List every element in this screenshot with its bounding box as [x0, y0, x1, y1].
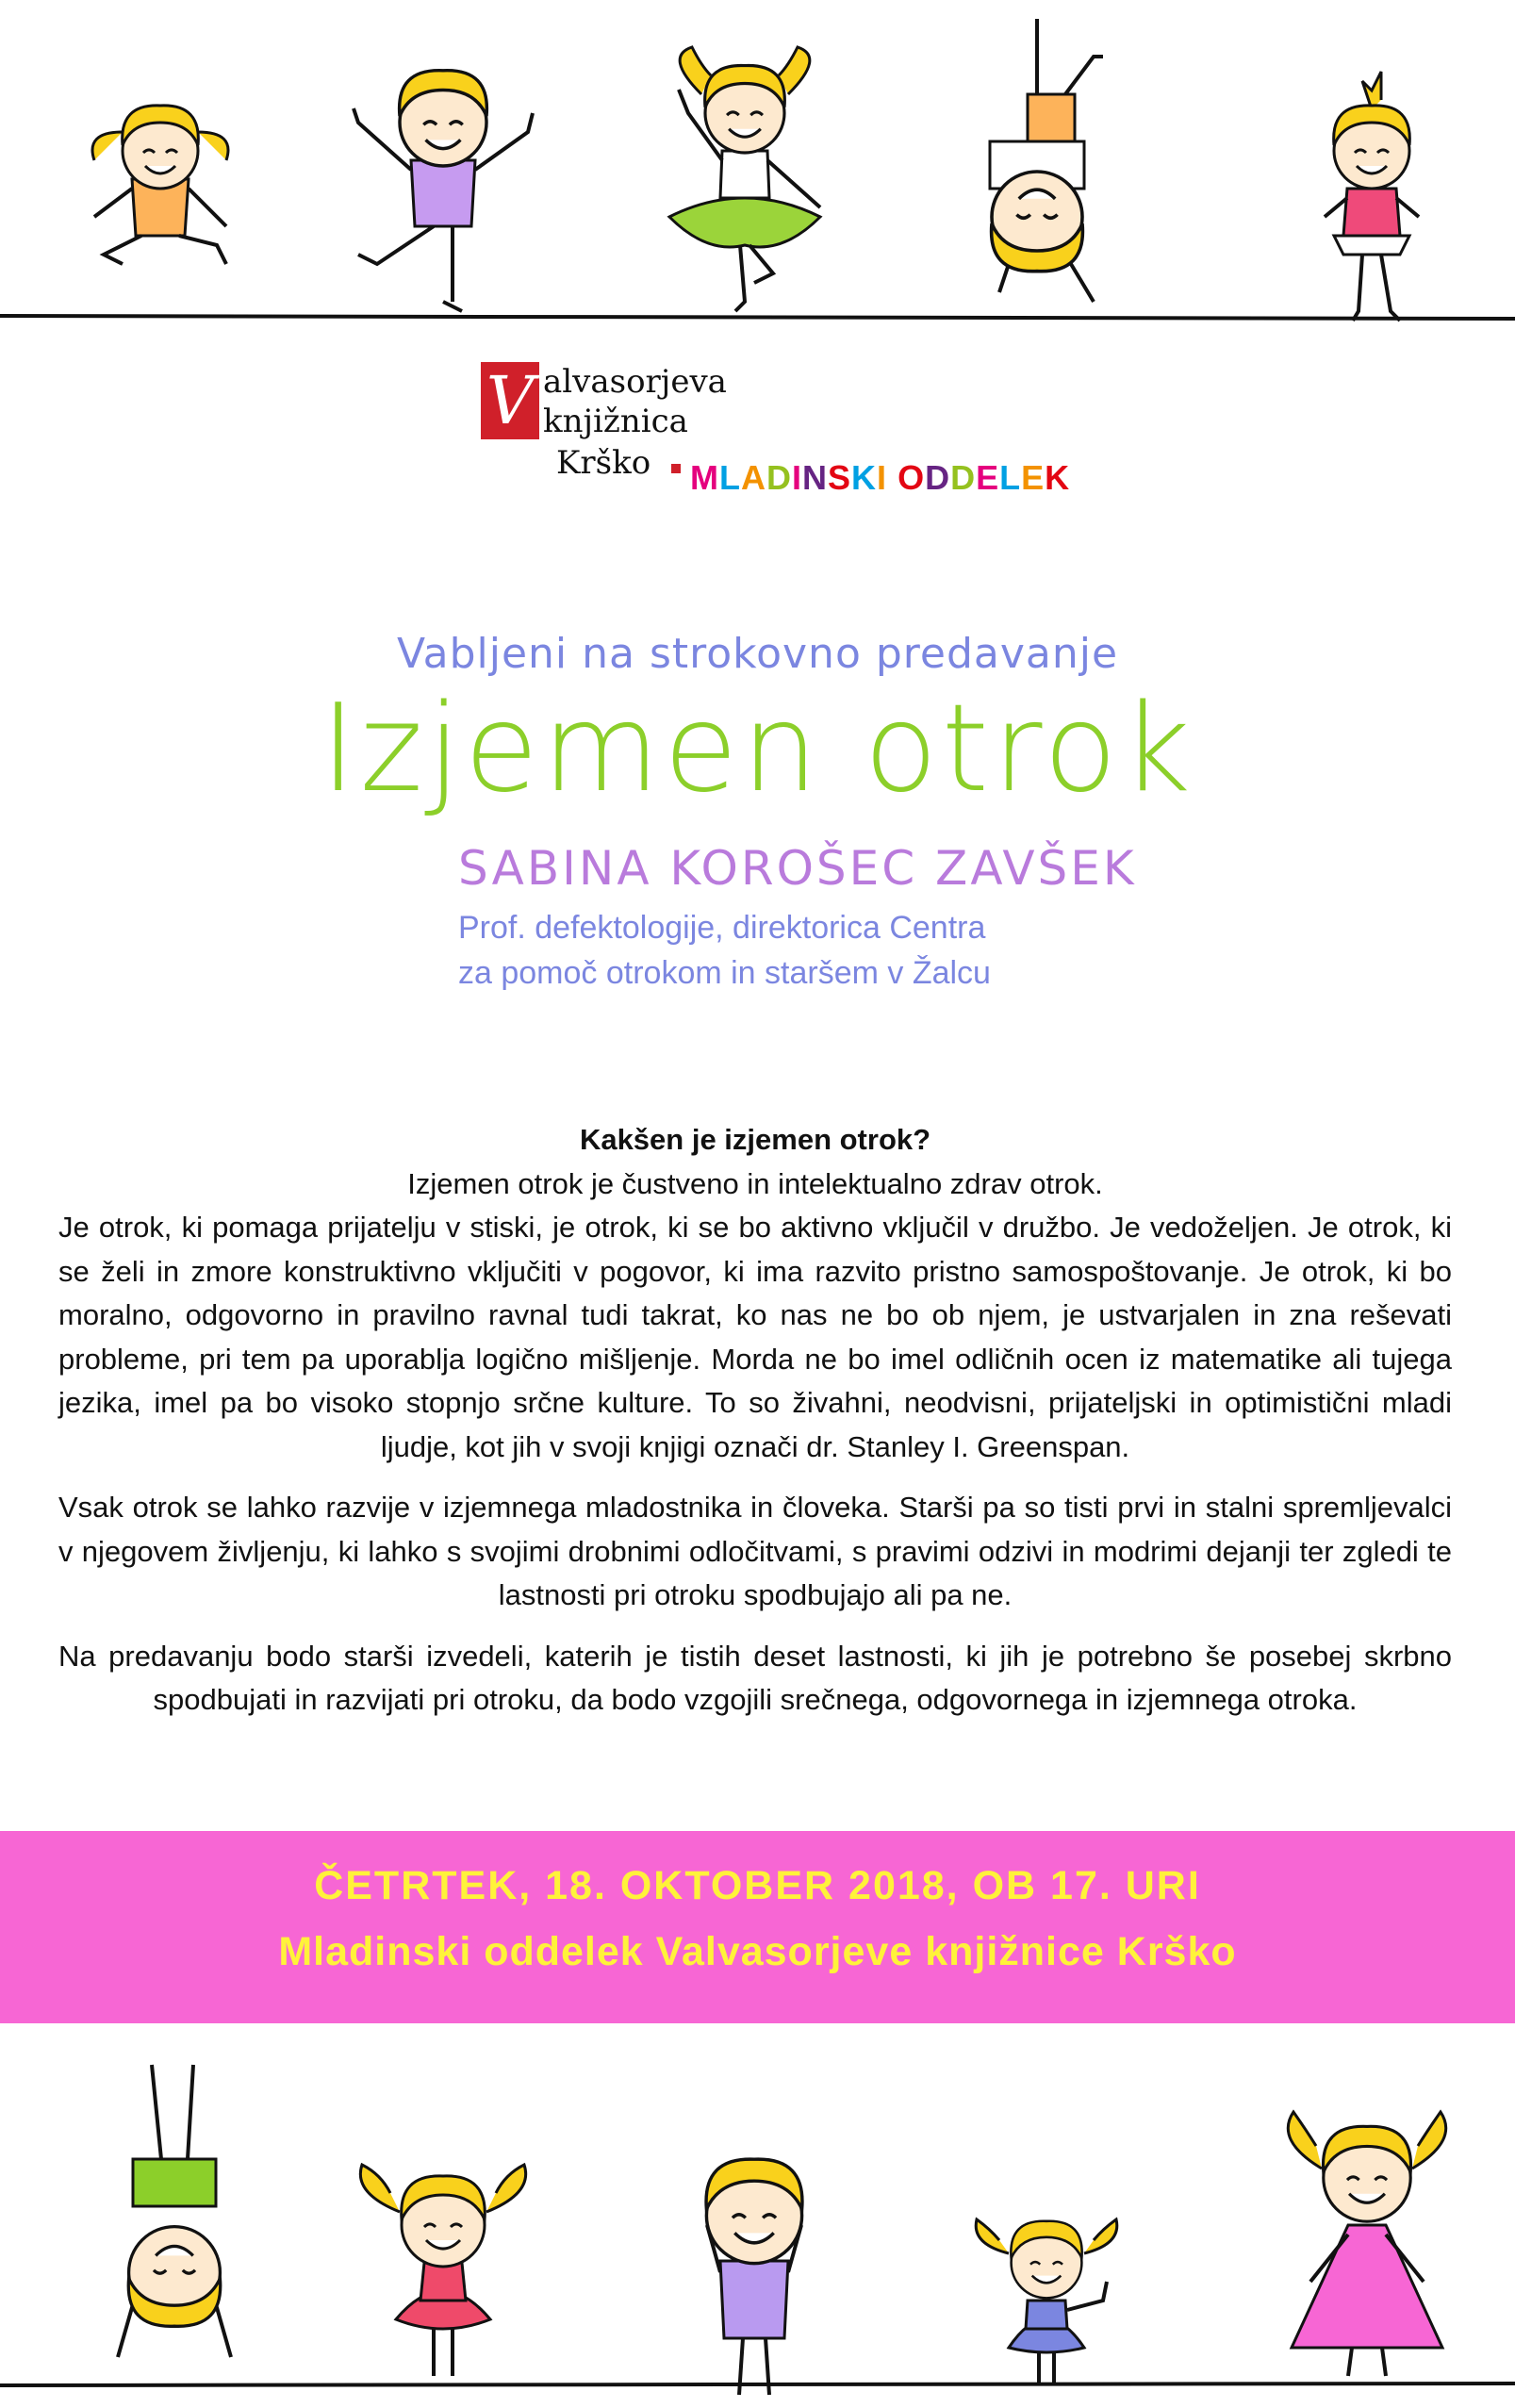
- speaker-role: [458, 905, 991, 996]
- description-paragraph-1: Je otrok, ki pomaga prijatelju v stiski, je otrok, ki se bo aktivno vključil v družbo. Je vedoželjen. Je otrok, ki se želi in zmore konstruktivno vključiti v pogovor, ki ima razvito pristno samospoštovanje. Je otrok, ki bo moralno, odgovorno in pravilno ravnal tudi takrat, ko nas ne bo ob njem, je ustvarjalen in zna reševati probleme, pri tem pa uporablja logično mišljenje. Morda ne bo imel odličnih ocen iz matematike ali tujega jezika, imel pa bo visoko stopnjo srčne kulture. To so živahni, neodvisni, prijateljski in optimistični mladi ljudje, kot jih v svoji knjigi označi dr. Stanley I. Greenspan.: [58, 1211, 1452, 1463]
- department-letter: K: [851, 458, 878, 497]
- logo-line-2: knjižnica: [543, 403, 688, 440]
- kid-ballerina-green-icon: [669, 47, 820, 311]
- department-letter: O: [897, 458, 926, 497]
- department-letter: A: [741, 458, 766, 497]
- department-letter: E: [1021, 458, 1046, 497]
- department-letter: I: [792, 458, 803, 497]
- event-place: Mladinski oddelek Valvasorjeve knjižnice Krško: [278, 1929, 1237, 1974]
- description-paragraph-3: Na predavanju bodo starši izvedeli, katerih je tistih deset lastnosti, ki jih je potrebno še posebej skrbno spodbujati in razvijati pri otroku, da bodo vzgojili srečnega, odgovornega in izjemnega otroka.: [58, 1639, 1452, 1716]
- department-letter: D: [950, 458, 977, 497]
- kid-dress-pink-icon: [1288, 2112, 1445, 2376]
- description-paragraph-2: Vsak otrok se lahko razvije v izjemnega mladostnika in človeka. Starši pa so tisti prvi in stalni spremljevalci v njegovem življenju, ki lahko s svojimi drobnimi odločitvami, s pravimi odzivi in modrimi dejanji ter zgledi te lastnosti pri otroku spodbujajo ali pa ne.: [58, 1491, 1452, 1611]
- department-letter: M: [690, 458, 719, 497]
- kid-jumping-orange-icon: [92, 106, 228, 264]
- kid-standing-pink-icon: [1325, 72, 1419, 321]
- event-banner: [0, 1831, 1515, 2023]
- speaker-role-line-1: Prof. defektologije, direktorica Centra: [458, 910, 986, 946]
- kid-handstand-orange-icon: [990, 19, 1103, 302]
- logo-line-3: Krško: [556, 444, 651, 482]
- description: [58, 1118, 1452, 1723]
- department-letter: N: [802, 458, 829, 497]
- kid-dancing-purple-icon: [354, 71, 533, 311]
- logo-line-1: alvasorjeva: [543, 363, 727, 401]
- invite-text: Vabljeni na strokovno predavanje: [396, 630, 1119, 678]
- event-title: Izjemen otrok: [320, 679, 1195, 819]
- department-letter: K: [1045, 458, 1071, 497]
- department-letter: L: [999, 458, 1022, 497]
- department-letter: D: [766, 458, 792, 497]
- kid-curtsy-red-icon: [360, 2165, 525, 2376]
- speaker-role-line-2: za pomoč otrokom in staršem v Žalcu: [458, 955, 991, 991]
- department-letter: E: [976, 458, 1000, 497]
- description-intro: Izjemen otrok je čustveno in intelektualno zdrav otrok.: [407, 1166, 1103, 1200]
- kid-smiling-purple-icon: [706, 2159, 802, 2395]
- department-letter: D: [925, 458, 951, 497]
- logo-separator: [671, 464, 681, 473]
- bottom-illustration: [0, 2027, 1515, 2408]
- library-logo: [481, 358, 1071, 519]
- department-letter: [887, 458, 897, 497]
- kid-handstand-green-icon: [118, 2065, 231, 2357]
- speaker-name: SABINA KOROŠEC ZAVŠEK: [458, 841, 1137, 896]
- kid-thumbs-up-blue-icon: [976, 2219, 1117, 2385]
- department-letter: L: [719, 458, 741, 497]
- department-wordmark: [690, 458, 1070, 498]
- description-question: Kakšen je izjemen otrok?: [579, 1123, 931, 1156]
- top-illustration: [0, 0, 1515, 339]
- department-letter: S: [828, 458, 852, 497]
- department-letter: I: [877, 458, 888, 497]
- logo-initial: V: [481, 362, 539, 439]
- event-date: ČETRTEK, 18. OKTOBER 2018, OB 17. URI: [314, 1863, 1201, 1908]
